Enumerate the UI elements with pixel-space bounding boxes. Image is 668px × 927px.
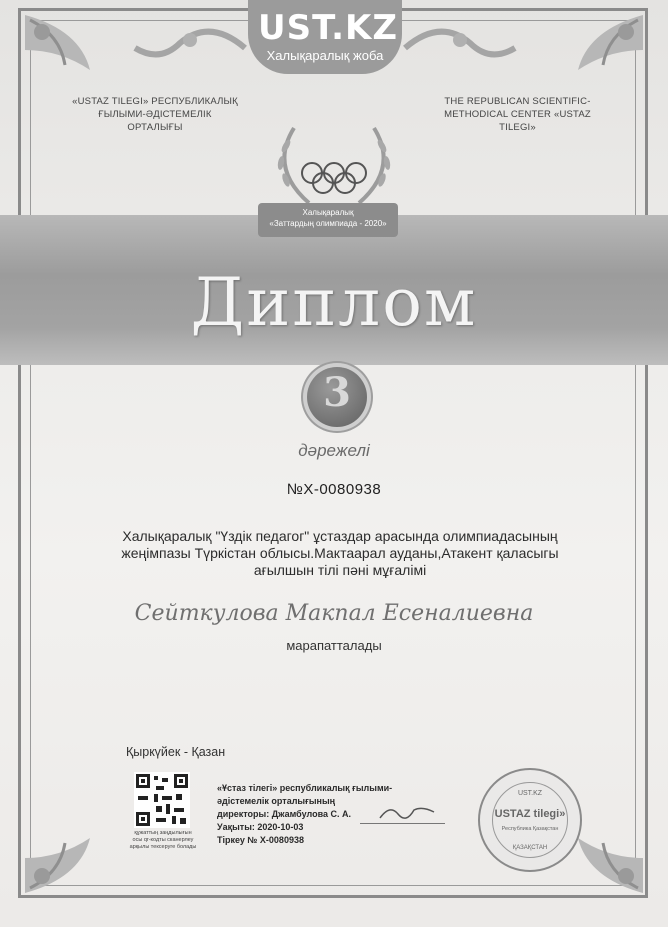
qr-code[interactable] bbox=[134, 772, 190, 828]
ribbon-text bbox=[258, 207, 398, 229]
award-description bbox=[100, 528, 580, 579]
description-line2: жеңімпазы Түркістан облысы.Мактаарал ауданы,Атакент қаласыгы bbox=[121, 545, 559, 561]
logo-subtitle: Халықаралық жоба bbox=[266, 48, 384, 63]
signature-registration: Тіркеу № X-0080938 bbox=[217, 835, 304, 845]
top-ornament-left bbox=[130, 18, 250, 78]
handwritten-signature bbox=[378, 800, 438, 824]
header-left-line1: «USTAZ TILEGI» РЕСПУБЛИКАЛЫҚ bbox=[72, 96, 238, 107]
medal-place-number: 3 bbox=[323, 369, 351, 416]
ribbon-line1: Халықаралық bbox=[302, 208, 354, 217]
stamp-sub-text: Республика Қазақстан bbox=[501, 826, 559, 832]
header-right bbox=[430, 95, 605, 134]
signature-line1: «Ұстаз тілегі» республикалық ғылыми- bbox=[217, 783, 393, 793]
header-right-line1: THE REPUBLICAN SCIENTIFIC- bbox=[444, 96, 591, 107]
stamp-bottom-text: ҚАЗАҚСТАН bbox=[512, 845, 548, 851]
signature-director: директоры: Джамбулова С. А. bbox=[217, 809, 352, 819]
corner-ornament-bottom-left bbox=[20, 778, 140, 898]
recipient-name: Сейткулова Макпал Есеналиевна bbox=[134, 601, 534, 626]
header-right-line2: METHODICAL CENTER «USTAZ TILEGI» bbox=[444, 109, 591, 133]
signature-line2: әдістемелік орталығының bbox=[217, 796, 336, 806]
awarded-label: марапатталады bbox=[286, 638, 382, 653]
laurel-olympic-rings-emblem bbox=[264, 118, 404, 213]
signature-date: Уақыты: 2020-10-03 bbox=[217, 822, 304, 832]
stamp-center-text: USTAZ tilegi» bbox=[494, 808, 566, 820]
qr-caption-line2: осы qr-кодты сканерлеу bbox=[132, 837, 194, 843]
diploma-number: №X-0080938 bbox=[286, 481, 382, 498]
description-line1: Халықаралық "Үздік педагог" ұстаздар арасында олимпиадасының bbox=[122, 528, 558, 544]
stamp-top-text: UST.KZ bbox=[517, 790, 543, 797]
degree-label: дәрежелі bbox=[298, 441, 370, 460]
qr-caption-line3: арқылы тексеруге болады bbox=[129, 844, 197, 850]
header-left-line2: ҒЫЛЫМИ-ӘДІСТЕМЕЛІК ОРТАЛЫҒЫ bbox=[98, 109, 212, 133]
qr-caption-line1: құжаттың заңдылығын bbox=[134, 830, 192, 836]
signature-block bbox=[217, 782, 392, 847]
logo-brand: UST.KZ bbox=[258, 8, 399, 48]
header-left bbox=[70, 95, 240, 134]
date-place: Қыркүйек - Қазан bbox=[126, 745, 226, 759]
ribbon-line2: «Заттардың олимпиада - 2020» bbox=[269, 219, 387, 228]
description-line3: ағылшын тілі пәні мұғалімі bbox=[253, 562, 427, 578]
qr-caption bbox=[124, 830, 202, 851]
top-ornament-right bbox=[400, 18, 520, 78]
diploma-title: Диплом bbox=[190, 264, 478, 341]
